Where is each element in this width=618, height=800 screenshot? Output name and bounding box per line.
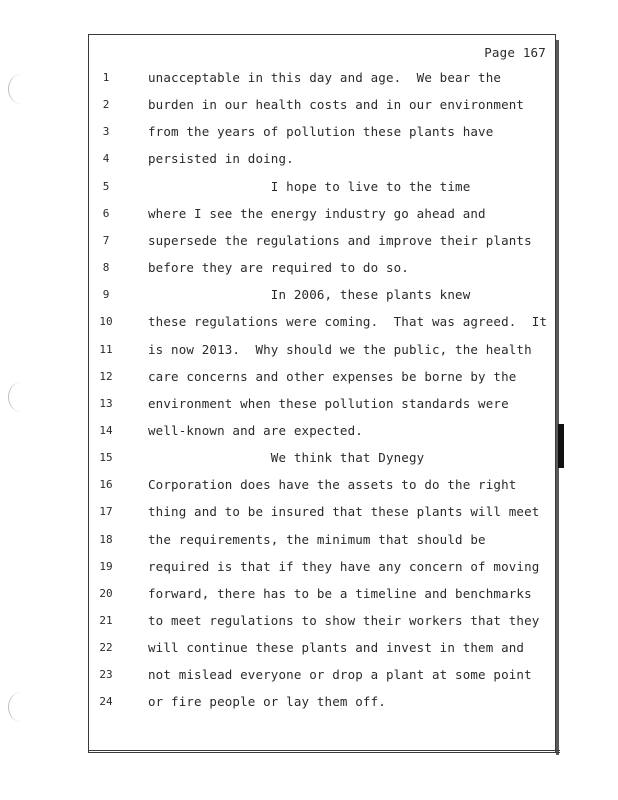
transcript-line (0, 504, 618, 524)
line-number: 10 (99, 315, 113, 329)
line-text: where I see the energy industry go ahead and (148, 205, 486, 221)
transcript-line (0, 97, 618, 117)
line-text: burden in our health costs and in our environment (148, 97, 525, 113)
transcript-line (0, 586, 618, 606)
line-text: unacceptable in this day and age. We bear the (148, 70, 502, 85)
line-number: 7 (102, 233, 110, 247)
line-number: 6 (102, 206, 110, 220)
transcript-line (0, 532, 618, 552)
line-number: 11 (99, 342, 113, 356)
page-number: Page 167 (484, 45, 546, 60)
line-text: is now 2013. Why should we the public, the health (148, 341, 532, 357)
line-text: supersede the regulations and improve their plants (148, 232, 532, 248)
line-number: 3 (102, 125, 110, 139)
line-text: will continue these plants and invest in them and (148, 640, 525, 656)
transcript-line (0, 342, 618, 362)
line-text: these regulations were coming. That was agreed. It (148, 314, 548, 330)
transcript-line (0, 260, 618, 280)
transcript-line (0, 477, 618, 497)
line-text: to meet regulations to show their workers that they (148, 613, 540, 628)
transcript-line (0, 423, 618, 443)
transcript-line (0, 233, 618, 253)
line-text: I hope to live to the time (148, 178, 471, 194)
line-number: 19 (99, 559, 113, 573)
line-text: persisted in doing. (148, 151, 294, 167)
line-number: 14 (99, 423, 113, 437)
transcript-line (0, 124, 618, 144)
transcript-line (0, 70, 618, 90)
line-number: 20 (99, 586, 113, 600)
line-number: 2 (102, 98, 110, 112)
transcript-line (0, 179, 618, 199)
transcript-line (0, 369, 618, 389)
line-text: care concerns and other expenses be borne by the (148, 368, 517, 384)
transcript-line (0, 559, 618, 579)
line-number: 13 (99, 396, 113, 410)
line-text: required is that if they have any concern of moving (148, 558, 540, 574)
line-number: 16 (99, 478, 113, 492)
line-number: 22 (99, 641, 113, 655)
page-bottom-rule (88, 750, 560, 753)
line-number: 1 (102, 71, 110, 84)
line-number: 8 (102, 261, 110, 275)
line-text: thing and to be insured that these plants will meet (148, 504, 540, 520)
line-text: not mislead everyone or drop a plant at some point (148, 667, 532, 683)
line-number: 17 (99, 505, 113, 519)
transcript-line (0, 151, 618, 171)
transcript-line (0, 667, 618, 687)
line-number: 12 (99, 369, 113, 383)
transcript-line (0, 450, 618, 470)
line-text: well-known and are expected. (148, 422, 363, 438)
line-text: environment when these pollution standards were (148, 395, 509, 411)
transcript-line (0, 694, 618, 714)
line-text: Corporation does have the assets to do the right (148, 477, 517, 493)
transcript-line (0, 206, 618, 226)
line-text: forward, there has to be a timeline and benchmarks (148, 585, 532, 601)
line-number: 9 (102, 288, 110, 302)
line-text: the requirements, the minimum that should be (148, 531, 486, 547)
line-number: 23 (99, 668, 113, 682)
line-number: 4 (102, 152, 110, 166)
line-text: We think that Dynegy (148, 450, 425, 466)
line-number: 5 (102, 179, 110, 193)
transcript-line (0, 287, 618, 307)
line-number: 15 (99, 451, 113, 465)
transcript-line (0, 613, 618, 633)
line-text: from the years of pollution these plants have (148, 124, 494, 140)
line-text: or fire people or lay them off. (148, 694, 386, 710)
line-number: 24 (99, 695, 113, 709)
transcript-line (0, 396, 618, 416)
transcript-line (0, 314, 618, 334)
line-text: In 2006, these plants knew (148, 287, 471, 303)
line-number: 21 (99, 614, 113, 627)
transcript-line (0, 640, 618, 660)
line-number: 18 (99, 532, 113, 546)
line-text: before they are required to do so. (148, 260, 409, 276)
